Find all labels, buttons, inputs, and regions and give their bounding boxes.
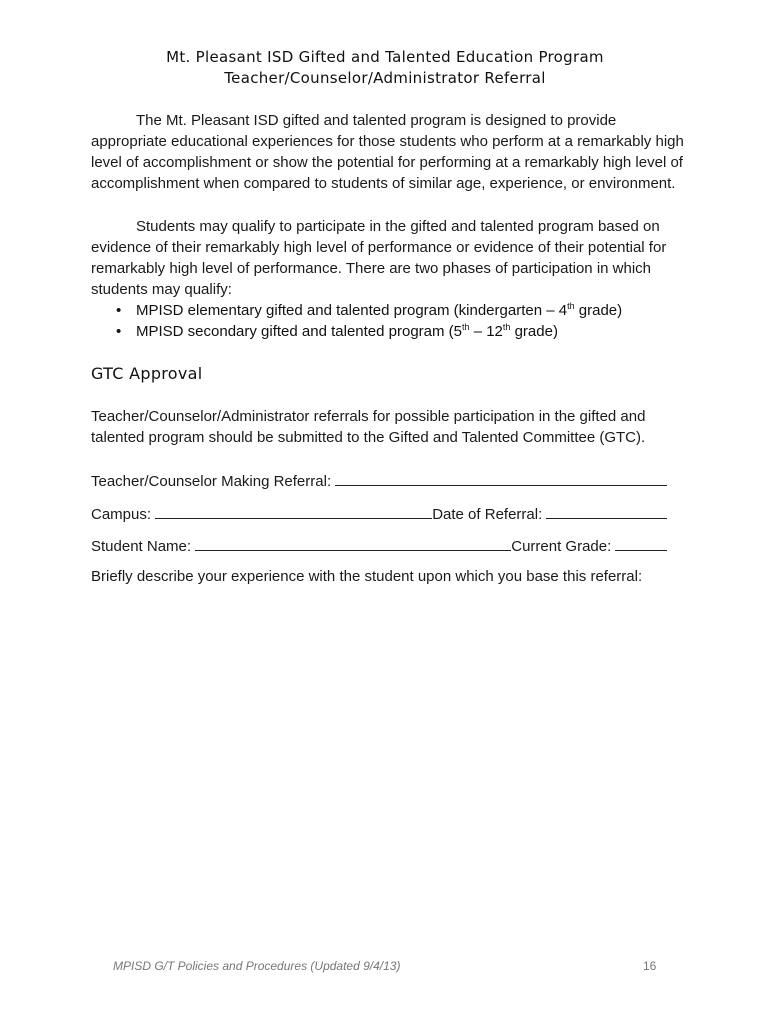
document-subtitle: Teacher/Counselor/Administrator Referral	[224, 69, 546, 87]
date-field[interactable]	[546, 503, 667, 519]
gtc-approval-heading: GTC Approval	[91, 364, 203, 383]
campus-date-row	[91, 503, 667, 525]
student-label: Student Name:	[91, 538, 196, 555]
footer-text: MPISD G/T Policies and Procedures (Updated 9/4/13)	[113, 959, 401, 973]
campus-field[interactable]	[155, 503, 432, 519]
intro-paragraph-1-text: The Mt. Pleasant ISD gifted and talented program is designed to provide appropriate educational experiences for those students who perform at a remarkably high level of accomplishment or show the potential for performing at a remarkably high level of accomplishment when compared to students of similar age, experience, or environment.	[91, 112, 684, 192]
page-number: 16	[643, 959, 657, 973]
gtc-paragraph: Teacher/Counselor/Administrator referrals for possible participation in the gifted and talented program should be submitted to the Gifted and Talented Committee (GTC).	[91, 408, 646, 446]
student-grade-row	[91, 535, 667, 557]
grade-field[interactable]	[615, 535, 667, 551]
list-item: • MPISD elementary gifted and talented program (kindergarten – 4th grade)	[116, 301, 623, 319]
program-phase-list	[91, 300, 691, 342]
grade-label: Current Grade:	[511, 538, 616, 555]
describe-area[interactable]	[91, 595, 681, 935]
bullet-icon: •	[116, 323, 122, 340]
teacher-field[interactable]	[335, 470, 667, 486]
intro-paragraph-1	[91, 110, 691, 194]
date-label: Date of Referral:	[432, 506, 547, 523]
list-item: • MPISD secondary gifted and talented program (5th – 12th grade)	[116, 322, 558, 340]
intro-paragraph-2-text: Students may qualify to participate in the gifted and talented program based on evidence of their remarkably high level of performance or evidence of their potential for remarkably high level of performance. There are two phases of participation in which students may qualify:	[91, 218, 667, 298]
student-name-field[interactable]	[195, 535, 511, 551]
describe-label: Briefly describe your experience with the student upon which you base this referral:	[91, 568, 643, 585]
document-title: Mt. Pleasant ISD Gifted and Talented Education Program	[166, 48, 604, 66]
intro-paragraph-2	[91, 216, 691, 300]
teacher-referral-row	[91, 470, 667, 492]
campus-label: Campus:	[91, 506, 156, 523]
bullet-icon: •	[116, 302, 122, 319]
teacher-label: Teacher/Counselor Making Referral:	[91, 473, 336, 490]
